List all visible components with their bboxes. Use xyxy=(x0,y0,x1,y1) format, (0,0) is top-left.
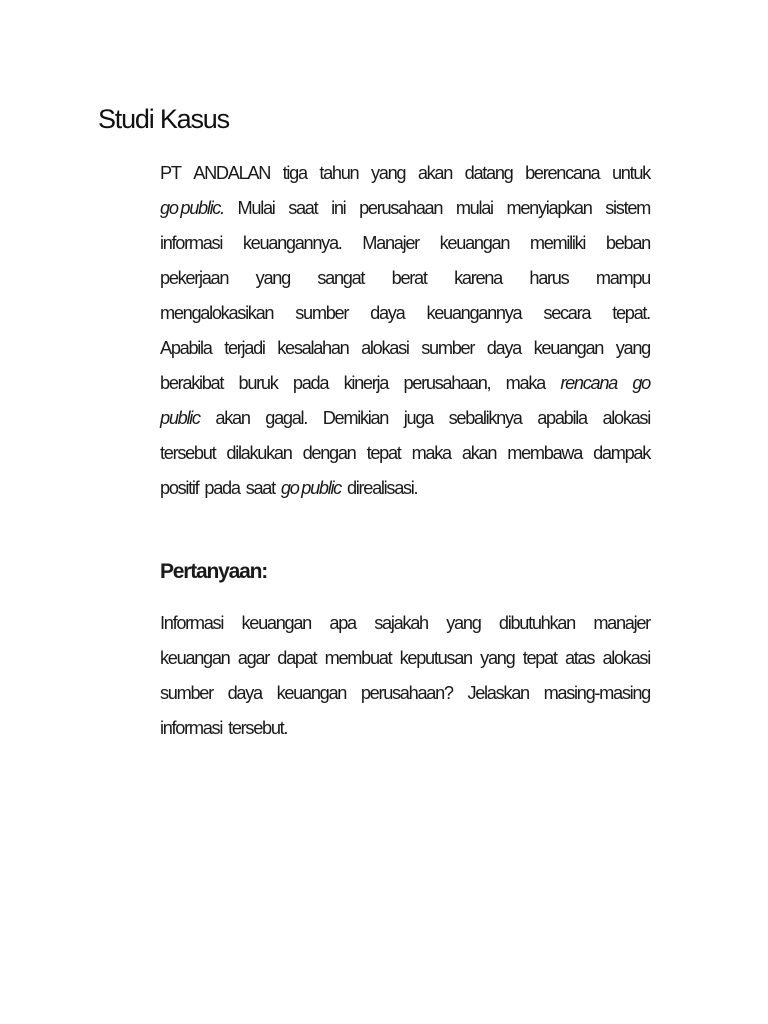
text-line xyxy=(160,641,650,676)
word: PT xyxy=(160,163,181,183)
word: keuangannya xyxy=(426,303,522,323)
case-paragraph xyxy=(160,156,650,506)
word: maka xyxy=(411,443,451,463)
word: Mulai xyxy=(237,198,275,218)
word: akan xyxy=(417,163,453,183)
word: menyiapkan xyxy=(506,198,592,218)
word: secara xyxy=(543,303,591,323)
word: kesalahan xyxy=(277,338,349,358)
text-line xyxy=(160,366,650,401)
word: informasi xyxy=(160,233,223,253)
word: berencana xyxy=(525,163,600,183)
text-line xyxy=(160,296,650,331)
word: yang xyxy=(446,613,481,633)
word: Apabila xyxy=(160,338,212,358)
word: pada xyxy=(292,373,329,393)
word: Manajer xyxy=(362,233,419,253)
word: dengan xyxy=(302,443,356,463)
word: akan xyxy=(461,443,497,463)
word: tahun xyxy=(319,163,359,183)
word: informasi xyxy=(160,718,223,738)
text-line xyxy=(160,401,650,436)
word: apabila xyxy=(537,408,587,428)
word: alokasi xyxy=(602,408,650,428)
word: alokasi xyxy=(602,648,650,668)
word: berakibat xyxy=(160,373,224,393)
text-line xyxy=(160,676,650,711)
word: karena xyxy=(454,268,502,288)
word: harus xyxy=(529,268,569,288)
word: tersebut. xyxy=(228,718,288,738)
word: agar xyxy=(237,648,269,668)
word: memiliki xyxy=(529,233,586,253)
word: daya xyxy=(370,303,405,323)
word: tersebut xyxy=(160,443,216,463)
word: keuangan xyxy=(439,233,510,253)
word: ini xyxy=(331,198,346,218)
word: keuangan xyxy=(276,683,347,703)
word: datang xyxy=(464,163,513,183)
word: dampak xyxy=(593,443,650,463)
word: untuk xyxy=(611,163,650,183)
word: tepat. xyxy=(612,303,650,323)
italic-term: go xyxy=(632,373,650,393)
word: sistem xyxy=(605,198,650,218)
word: sumber xyxy=(295,303,349,323)
word: manajer xyxy=(593,613,650,633)
word: sajakah xyxy=(374,613,428,633)
word: perusahaan xyxy=(359,198,443,218)
text-line xyxy=(160,606,650,641)
word: sumber xyxy=(421,338,475,358)
word: pada xyxy=(204,478,240,498)
word: yang xyxy=(370,163,406,183)
word: saat xyxy=(288,198,318,218)
word: membawa xyxy=(507,443,583,463)
word: akan xyxy=(215,408,250,428)
word: Jelaskan xyxy=(467,683,529,703)
word: yang xyxy=(255,268,290,288)
word: mampu xyxy=(595,268,650,288)
word: perusahaan, xyxy=(403,373,491,393)
word: tiga xyxy=(282,163,307,183)
word: membuat xyxy=(324,648,392,668)
word: keuangan xyxy=(160,648,230,668)
text-line xyxy=(160,191,650,226)
word: sebaliknya xyxy=(448,408,522,428)
question-heading: Pertanyaan: xyxy=(160,560,268,583)
word: positif xyxy=(160,478,199,498)
word: yang xyxy=(480,648,515,668)
text-line xyxy=(160,261,650,296)
word: yang xyxy=(615,338,650,358)
word: keputusan xyxy=(399,648,472,668)
word: atas xyxy=(564,648,595,668)
word: keuangan xyxy=(533,338,604,358)
text-line xyxy=(160,436,650,471)
page-title: Studi Kasus xyxy=(98,104,229,134)
word: maka xyxy=(505,373,545,393)
question-paragraph xyxy=(160,606,650,746)
italic-term: rencana xyxy=(560,373,617,393)
word: dibutuhkan xyxy=(498,613,575,633)
italic-term: go public xyxy=(280,478,341,498)
word: daya xyxy=(486,338,521,358)
word: Informasi xyxy=(160,613,224,633)
word: mulai xyxy=(455,198,493,218)
word: alokasi xyxy=(361,338,409,358)
text-line xyxy=(160,471,650,506)
word: Demikian xyxy=(322,408,389,428)
word: direalisasi. xyxy=(346,478,418,498)
word: dapat xyxy=(277,648,317,668)
word: tepat xyxy=(522,648,557,668)
word: beban xyxy=(605,233,650,253)
text-line xyxy=(160,226,650,261)
word: juga xyxy=(403,408,433,428)
word: saat xyxy=(245,478,275,498)
word: masing-masing xyxy=(543,683,650,703)
word: pekerjaan xyxy=(160,268,229,288)
text-line xyxy=(160,156,650,191)
word: daya xyxy=(227,683,262,703)
word: kinerja xyxy=(343,373,389,393)
text-line xyxy=(160,331,650,366)
word: tepat xyxy=(366,443,401,463)
word: sumber xyxy=(160,683,213,703)
word: keuangan xyxy=(241,613,311,633)
word: perusahaan? xyxy=(360,683,453,703)
word: gagal. xyxy=(265,408,308,428)
word: sangat xyxy=(317,268,365,288)
word: dilakukan xyxy=(226,443,292,463)
italic-term: go public. xyxy=(160,198,224,218)
word: keuangannya. xyxy=(242,233,342,253)
word: mengalokasikan xyxy=(160,303,274,323)
text-line xyxy=(160,711,650,746)
word: ANDALAN xyxy=(193,163,271,183)
italic-term: public xyxy=(160,408,200,428)
word: terjadi xyxy=(224,338,265,358)
word: berat xyxy=(391,268,427,288)
word: apa xyxy=(329,613,356,633)
word: buruk xyxy=(238,373,278,393)
